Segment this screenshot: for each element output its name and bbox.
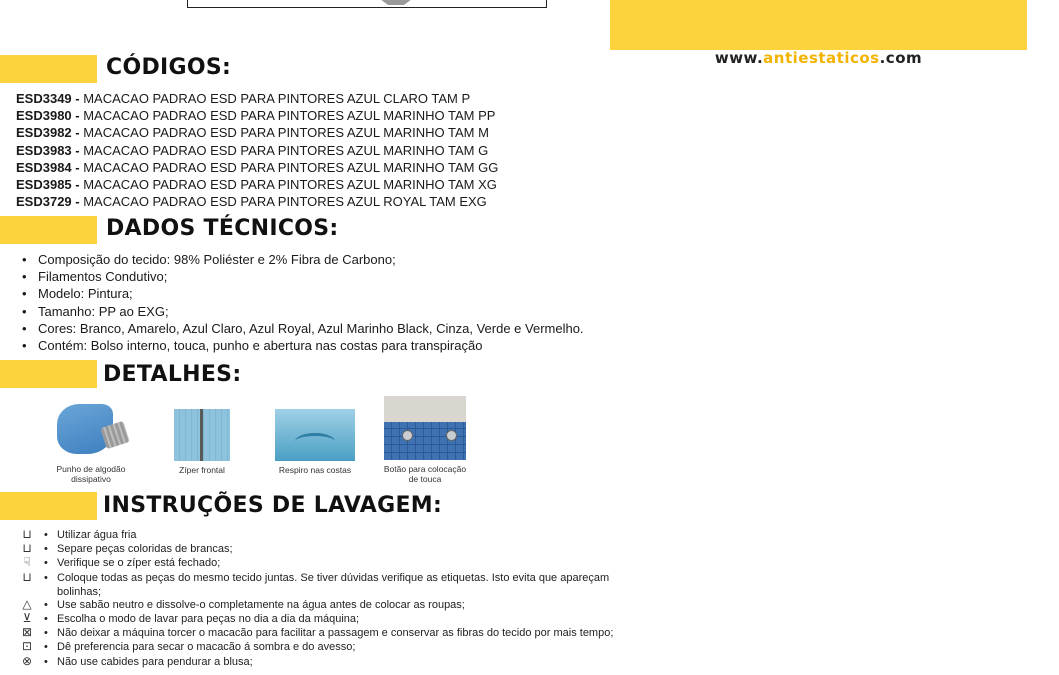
- code-description: MACACAO PADRAO ESD PARA PINTORES AZUL CLARO TAM P: [79, 91, 471, 106]
- code-row: [16, 159, 498, 176]
- codes-section-bar: [0, 55, 97, 83]
- bullet-icon: •: [44, 529, 48, 541]
- detail-cuff: [36, 396, 146, 484]
- code-description: MACACAO PADRAO ESD PARA PINTORES AZUL MARINHO TAM GG: [79, 159, 499, 175]
- hand-wash-icon: ☟: [23, 555, 31, 570]
- vent-photo: [275, 409, 355, 461]
- code-row: [16, 193, 498, 210]
- website-prefix: www.: [714, 49, 764, 67]
- code-row: [16, 124, 498, 141]
- website-domain: antiestaticos: [763, 49, 880, 67]
- detail-zipper: [147, 409, 257, 475]
- bullet-icon: •: [44, 641, 48, 654]
- code-description: MACACAO PADRAO ESD PARA PINTORES AZUL ROYAL TAM EXG: [79, 194, 487, 210]
- specs-section-title: DADOS TÉCNICOS:: [106, 216, 339, 241]
- website-link[interactable]: [610, 49, 1027, 67]
- detail-caption: Respiro nas costas: [278, 465, 352, 475]
- codes-section-title: CÓDIGOS:: [106, 55, 232, 80]
- bullet-icon: •: [44, 571, 48, 584]
- product-image-frame: [187, 0, 547, 8]
- wash-text: Coloque todas as peças do mesmo tecido juntas. Se tiver dúvidas verifique as etiquetas. Isto evita que apareçam: [57, 571, 610, 584]
- gentle-wash-icon: ⊻: [22, 610, 32, 625]
- detail-vent: [260, 409, 370, 475]
- code-id: ESD3982 -: [16, 125, 80, 141]
- shade-dry-icon: ⊡: [21, 639, 33, 654]
- cuff-photo: [55, 396, 127, 460]
- wash-text: Não deixar a máquina torcer o macacão para facilitar a passagem e conservar as fibras do tecido por mais tempo;: [57, 627, 614, 640]
- code-description: MACACAO PADRAO ESD PARA PINTORES AZUL MARINHO TAM XG: [79, 177, 497, 193]
- snap-button-icon: [446, 430, 457, 441]
- code-id: ESD3729 -: [16, 194, 80, 210]
- code-id: ESD3980 -: [16, 108, 80, 124]
- wash-text: Escolha o modo de lavar para peças no dia a dia da máquina;: [57, 612, 360, 625]
- wash-text-continued: bolinhas;: [57, 585, 102, 598]
- details-section-bar: [0, 360, 97, 388]
- bullet-icon: •: [44, 655, 48, 668]
- wash-cold-icon: ⊔: [22, 527, 32, 541]
- code-row: [16, 107, 498, 124]
- spec-item: • Filamentos Condutivo;: [22, 268, 584, 285]
- no-hanger-icon: ⊗: [21, 653, 33, 668]
- bullet-icon: •: [44, 598, 48, 611]
- wash-section-title: INSTRUÇÕES DE LAVAGEM:: [103, 493, 443, 518]
- code-id: ESD3984 -: [16, 159, 80, 175]
- button-fabric-grid: [384, 422, 466, 460]
- button-photo: [384, 396, 466, 460]
- code-description: MACACAO PADRAO ESD PARA PINTORES AZUL MARINHO TAM M: [79, 125, 489, 141]
- specs-list: [22, 251, 584, 354]
- wash-text: Separe peças coloridas de brancas;: [57, 543, 233, 556]
- spec-item: • Modelo: Pintura;: [22, 285, 584, 302]
- detail-caption-line2: de touca: [408, 474, 442, 484]
- wash-text: Use sabão neutro e dissolve-o completamente na água antes de colocar as roupas;: [57, 598, 465, 611]
- detail-caption: Punho de algodão dissipativo: [56, 464, 126, 484]
- bullet-icon: •: [44, 557, 48, 570]
- zipper-line: [200, 409, 203, 461]
- wash-section-bar: [0, 492, 97, 520]
- code-row: [16, 176, 498, 193]
- zipper-photo: [174, 409, 230, 461]
- wash-text: Dê preferencia para secar o macacão á sombra e do avesso;: [57, 641, 356, 654]
- bleach-triangle-icon: △: [22, 596, 32, 611]
- vent-fold: [295, 433, 335, 450]
- website-suffix: .com: [879, 49, 923, 67]
- wash-text: Utilizar água fria: [57, 529, 137, 541]
- bullet-icon: •: [44, 543, 48, 556]
- code-row: [16, 142, 498, 159]
- codes-list: [16, 90, 498, 210]
- code-description: MACACAO PADRAO ESD PARA PINTORES AZUL MARINHO TAM PP: [79, 108, 496, 124]
- snap-button-icon: [402, 430, 413, 441]
- code-id: ESD3983 -: [16, 142, 80, 158]
- bullet-icon: •: [44, 612, 48, 625]
- spec-item: • Composição do tecido: 98% Poliéster e 2% Fibra de Carbono;: [22, 251, 584, 268]
- header-banner: [610, 0, 1027, 50]
- code-id: ESD3349 -: [16, 91, 80, 106]
- detail-button: [370, 396, 480, 484]
- code-row: [16, 90, 498, 107]
- detail-caption: Zíper frontal: [179, 465, 225, 475]
- spec-item: • Tamanho: PP ao EXG;: [22, 303, 584, 320]
- details-section-title: DETALHES:: [103, 362, 242, 387]
- spec-item: • Cores: Branco, Amarelo, Azul Claro, Azul Royal, Azul Marinho Black, Cinza, Verde e Vermelho.: [22, 320, 584, 337]
- detail-caption-line1: Botão para colocação: [383, 464, 467, 474]
- no-wring-icon: ⊠: [21, 625, 33, 640]
- wash-basin-icon: ⊔: [22, 541, 32, 556]
- code-description: MACACAO PADRAO ESD PARA PINTORES AZUL MARINHO TAM G: [79, 142, 489, 158]
- code-id: ESD3985 -: [16, 177, 80, 193]
- wash-text: Verifique se o zíper está fechado;: [57, 557, 221, 570]
- bullet-icon: •: [44, 627, 48, 640]
- wash-text: Não use cabides para pendurar a blusa;: [57, 655, 253, 668]
- specs-section-bar: [0, 216, 97, 244]
- spec-item: • Contém: Bolso interno, touca, punho e abertura nas costas para transpiração: [22, 337, 584, 354]
- product-image-garment: [376, 0, 416, 5]
- wash-30-icon: ⊔: [22, 569, 32, 584]
